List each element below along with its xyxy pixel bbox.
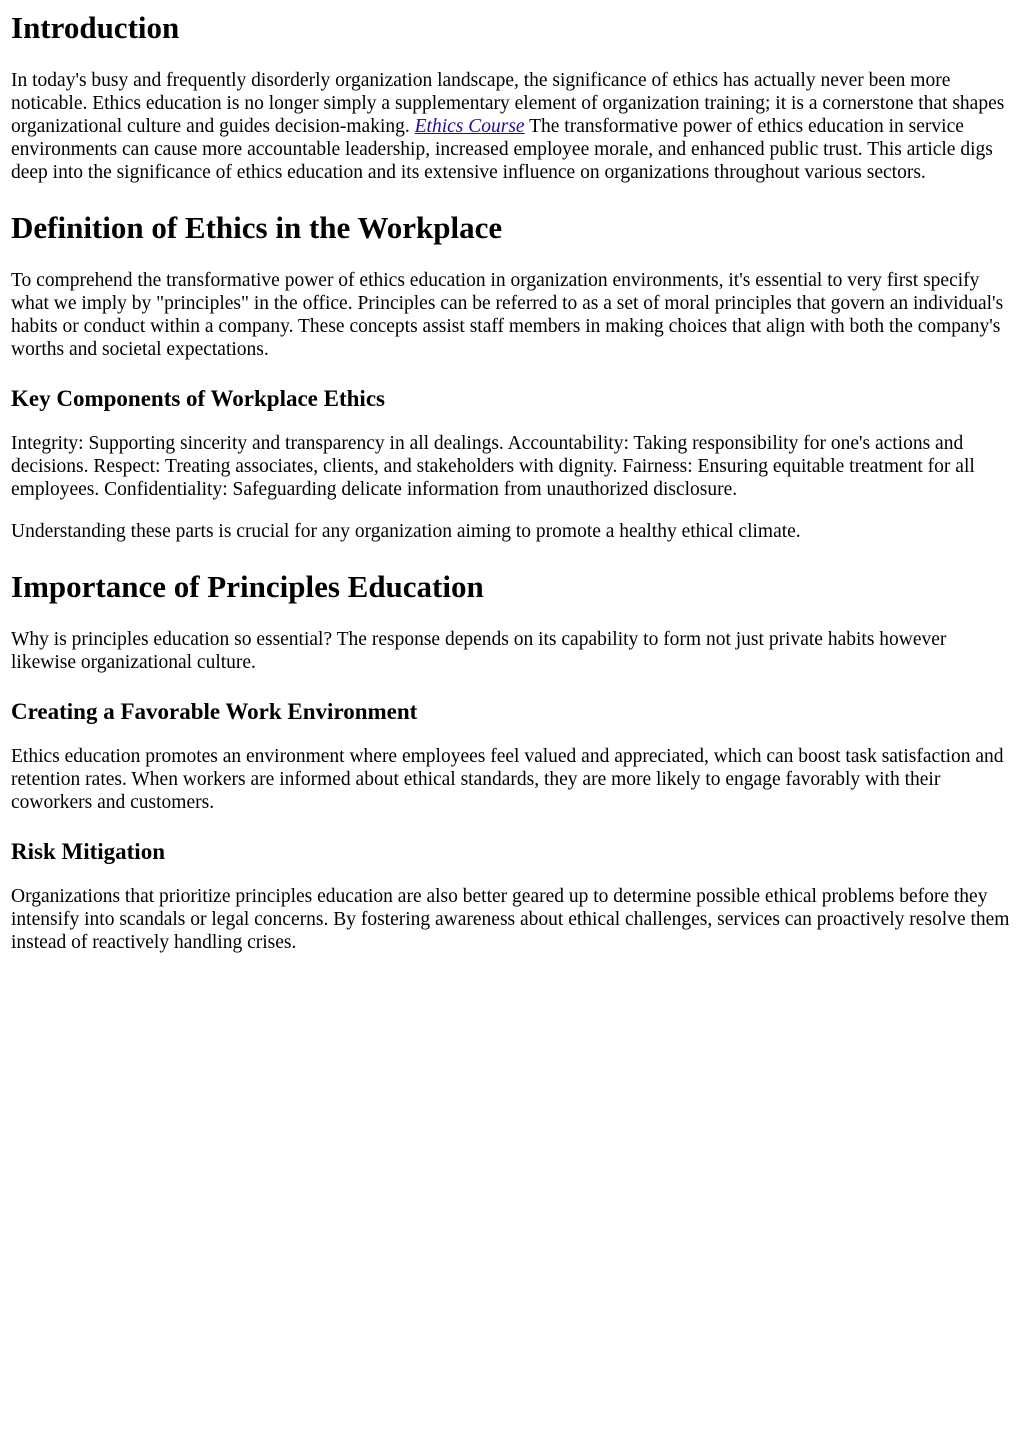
importance-paragraph: Why is principles education so essential? The response depends on its capability to form not just private habits however likewise organizational culture. <box>11 629 947 673</box>
introduction-heading: Introduction <box>11 10 180 45</box>
definition-paragraph: To comprehend the transformative power of ethics education in organization environments, it's essential to very first specify what we imply by "principles" in the office. Principles can be referred to as a set of moral principles that govern an individual's habits or conduct within a company. These concepts assist staff members in making choices that align with both the company's worths and societal expectations. <box>11 270 1004 360</box>
risk-mitigation-heading: Risk Mitigation <box>11 839 165 864</box>
risk-mitigation-paragraph: Organizations that prioritize principles education are also better geared up to determine possible ethical problems before they intensify into scandals or legal concerns. By fostering awareness about ethical challenges, services can proactively resolve them instead of reactively handling crises. <box>11 886 1010 953</box>
article <box>0 10 1024 954</box>
key-components-summary: Understanding these parts is crucial for any organization aiming to promote a healthy ethical climate. <box>11 521 801 542</box>
definition-heading: Definition of Ethics in the Workplace <box>11 210 503 245</box>
introduction-text-end: The transformative power of ethics education in service environments can cause more accountable leadership, increased employee morale, and enhanced public trust. This article digs deep into the significance of ethics education and its extensive influence on organizations throughout various sectors. <box>11 116 993 183</box>
introduction-text-start: In today's busy and frequently disorderly organization landscape, the significance of ethics has actually never been more noticable. Ethics education is no longer simply a supplementary element of organization training; it is a cornerstone that shapes organizational culture and guides decision-making. <box>11 70 1005 137</box>
key-components-heading: Key Components of Workplace Ethics <box>11 386 385 411</box>
favorable-environment-heading: Creating a Favorable Work Environment <box>11 699 418 724</box>
ethics-course-link[interactable]: Ethics Course <box>414 116 525 137</box>
favorable-environment-paragraph: Ethics education promotes an environment where employees feel valued and appreciated, which can boost task satisfaction and retention rates. When workers are informed about ethical standards, they are more likely to engage favorably with their coworkers and customers. <box>11 746 1004 813</box>
key-components-paragraph: Integrity: Supporting sincerity and transparency in all dealings. Accountability: Taking responsibility for one's actions and decisions. Respect: Treating associates, clients, and stakeholders with dignity. Fairness: Ensuring equitable treatment for all employees. Confidentiality: Safeguarding delicate information from unauthorized disclosure. <box>11 433 975 500</box>
importance-heading: Importance of Principles Education <box>11 569 484 604</box>
introduction-paragraph <box>11 69 1013 184</box>
